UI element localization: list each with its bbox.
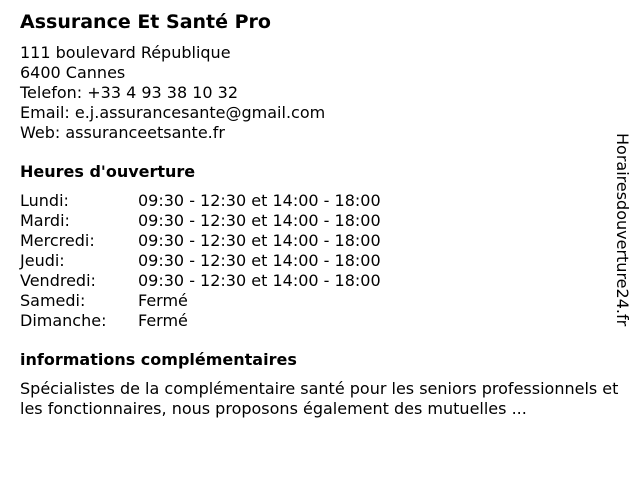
address-city: 6400 Cannes bbox=[20, 63, 126, 82]
day-label: Vendredi: bbox=[20, 271, 96, 290]
hours-value: 09:30 - 12:30 et 14:00 - 18:00 bbox=[138, 211, 381, 230]
hours-value: 09:30 - 12:30 et 14:00 - 18:00 bbox=[138, 251, 381, 270]
day-label: Lundi: bbox=[20, 191, 69, 210]
additional-info-text: Spécialistes de la complémentaire santé pour les seniors professionnels et les fonctionnaires, nous proposons également des mutuelles ... bbox=[20, 379, 619, 418]
business-name: Assurance Et Santé Pro bbox=[20, 11, 271, 33]
hours-row-wednesday bbox=[20, 231, 610, 251]
address-street: 111 boulevard République bbox=[20, 43, 231, 62]
hours-row-sunday bbox=[20, 311, 610, 331]
additional-info-heading: informations complémentaires bbox=[20, 350, 297, 369]
hours-value: 09:30 - 12:30 et 14:00 - 18:00 bbox=[138, 271, 381, 290]
web-line: Web: assuranceetsante.fr bbox=[20, 123, 225, 142]
business-card bbox=[20, 10, 619, 419]
phone-line: Telefon: +33 4 93 38 10 32 bbox=[20, 83, 239, 102]
day-label: Mercredi: bbox=[20, 231, 95, 250]
hours-row-saturday bbox=[20, 291, 610, 311]
day-label: Mardi: bbox=[20, 211, 70, 230]
hours-value: Fermé bbox=[138, 291, 188, 310]
hours-row-tuesday bbox=[20, 211, 610, 231]
hours-row-monday bbox=[20, 191, 610, 211]
hours-row-thursday bbox=[20, 251, 610, 271]
day-label: Jeudi: bbox=[20, 251, 65, 270]
hours-value: 09:30 - 12:30 et 14:00 - 18:00 bbox=[138, 231, 381, 250]
day-label: Samedi: bbox=[20, 291, 86, 310]
hours-value: Fermé bbox=[138, 311, 188, 330]
hours-value: 09:30 - 12:30 et 14:00 - 18:00 bbox=[138, 191, 381, 210]
day-label: Dimanche: bbox=[20, 311, 107, 330]
email-line: Email: e.j.assurancesante@gmail.com bbox=[20, 103, 326, 122]
site-watermark: Horairesdouverture24.fr bbox=[613, 133, 632, 327]
opening-hours-heading: Heures d'ouverture bbox=[20, 162, 196, 181]
hours-row-friday bbox=[20, 271, 610, 291]
